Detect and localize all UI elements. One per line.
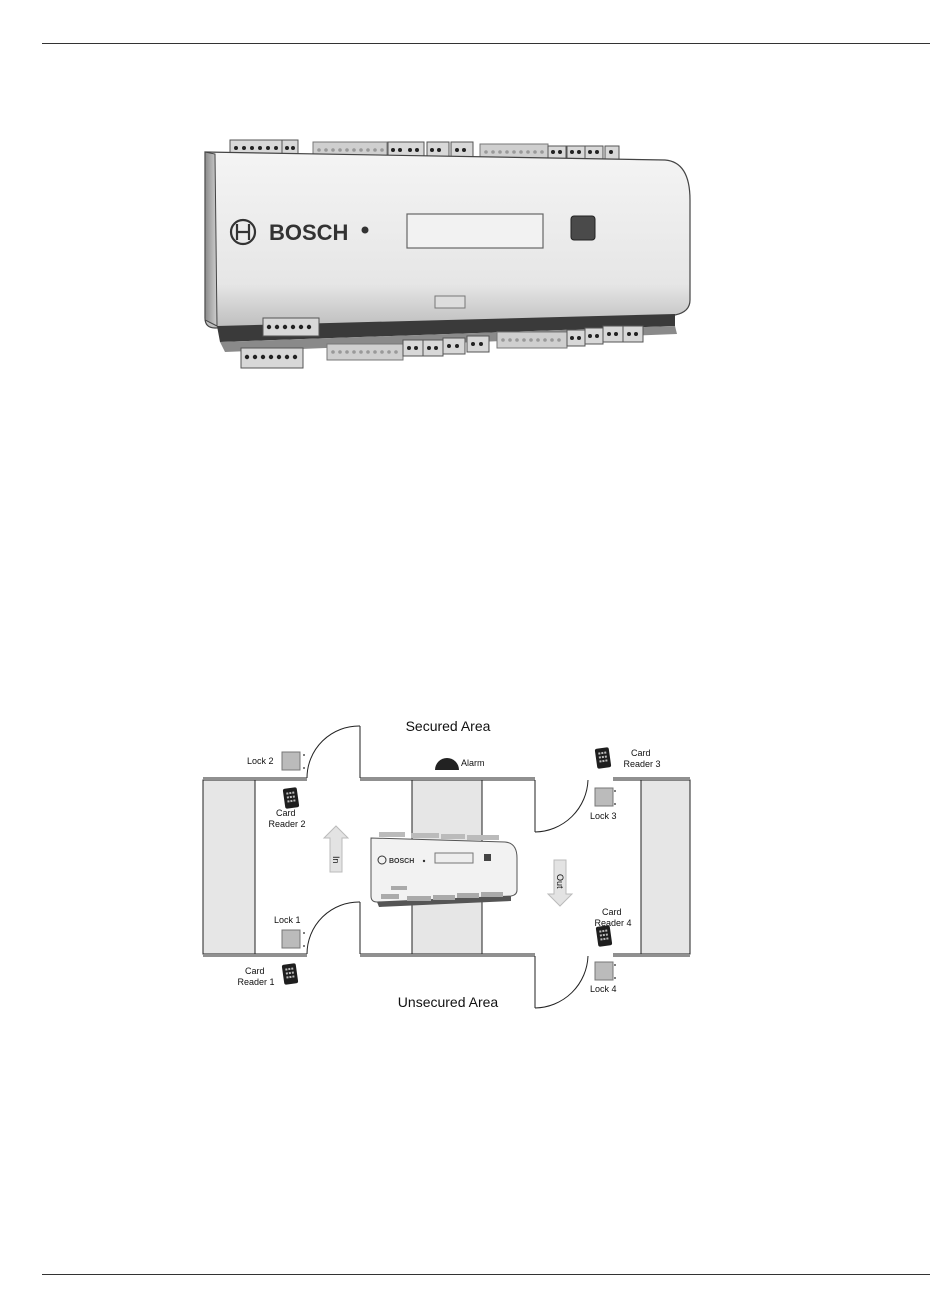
out-arrow-label: Out [555, 874, 565, 889]
header-rule [42, 43, 930, 44]
controller-mini-brand: BOSCH [389, 858, 415, 865]
alarm-label: Alarm [461, 758, 485, 768]
lock-3-label: Lock 3 [590, 811, 617, 821]
controller-miniature [371, 832, 517, 907]
device-brand-label: BOSCH [269, 220, 349, 245]
controller-device-illustration [195, 130, 705, 380]
access-control-floorplan [195, 700, 705, 1020]
footer-rule [42, 1274, 930, 1275]
in-arrow-icon [324, 826, 348, 872]
card-reader-2-line-2: Reader 2 [268, 819, 306, 829]
card-reader-1-label [237, 966, 274, 987]
card-reader-1-icon [282, 963, 299, 985]
lock-3-icon [595, 788, 616, 806]
card-reader-4-label [594, 907, 631, 928]
front-button [571, 216, 595, 240]
out-arrow-icon [548, 860, 572, 906]
card-reader-3-icon [595, 747, 612, 769]
card-reader-2-label [268, 808, 305, 829]
card-reader-4-icon [596, 925, 613, 947]
card-reader-3-line-2: Reader 3 [623, 759, 661, 769]
card-reader-1-line-2: Reader 1 [237, 977, 275, 987]
unsecured-area-label: Unsecured Area [397, 994, 499, 1010]
card-reader-4-line-2: Reader 4 [594, 918, 632, 928]
card-reader-1-line-1: Card [244, 966, 265, 976]
card-reader-3-label [623, 748, 660, 769]
lock-1-icon [282, 930, 305, 948]
card-reader-3-line-1: Card [630, 748, 651, 758]
display-window [407, 214, 543, 248]
status-led [362, 227, 369, 234]
lock-2-icon [282, 752, 305, 770]
secured-area-label: Secured Area [405, 718, 491, 734]
lock-1-label: Lock 1 [274, 915, 301, 925]
lock-4-label: Lock 4 [590, 984, 617, 994]
lock-2-label: Lock 2 [247, 756, 274, 766]
alarm-icon [435, 758, 459, 770]
card-reader-2-icon [283, 787, 300, 809]
card-reader-4-line-1: Card [601, 907, 622, 917]
in-arrow-label: In [331, 856, 341, 864]
card-reader-2-line-1: Card [275, 808, 296, 818]
lock-4-icon [595, 962, 616, 980]
